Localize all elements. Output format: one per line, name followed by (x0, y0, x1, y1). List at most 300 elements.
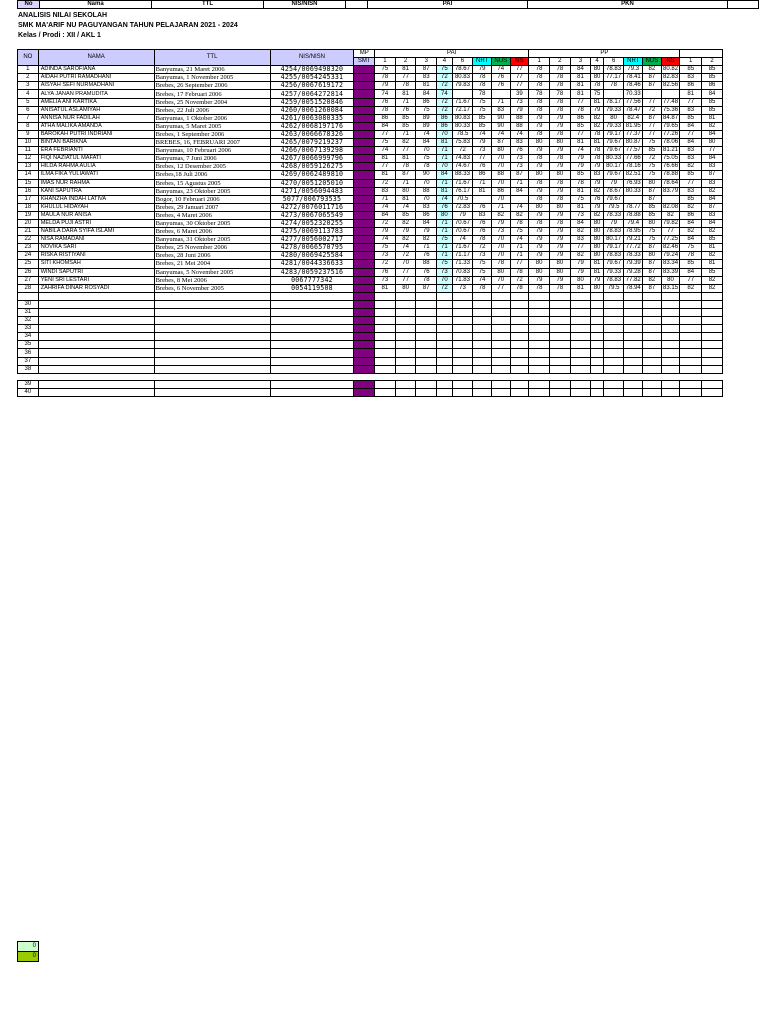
score-cell (437, 333, 453, 341)
pp-score: 75.36 (663, 106, 679, 113)
mp-marker (354, 333, 375, 341)
empty-row (18, 317, 723, 325)
pp-score: 77 (643, 98, 662, 106)
pai-score: 72 (452, 147, 473, 155)
header-ttl: TTL (154, 50, 270, 66)
score-cell (473, 388, 492, 396)
table-row (18, 268, 723, 276)
pai-score: 70 (416, 179, 437, 187)
pai-score: 86 (437, 122, 453, 130)
score-cell (603, 388, 624, 396)
pai-score: 71.67 (452, 244, 473, 252)
pai-score: 73 (510, 163, 529, 171)
mp-marker (354, 365, 375, 373)
pp-score: 81.95 (625, 122, 641, 129)
table-row (18, 236, 723, 244)
extra-score: 81 (702, 244, 723, 252)
score-cell (624, 317, 643, 325)
pai-score: 78 (416, 163, 437, 171)
extra-score: 84 (680, 139, 702, 147)
nis-nisn (270, 325, 354, 333)
score-cell (437, 309, 453, 317)
pai-score: 80 (491, 147, 510, 155)
extra-score: 83 (680, 74, 702, 82)
pai-score: 70.67 (452, 219, 473, 227)
pp-score: 79.67 (603, 139, 624, 147)
pp-score: 79 (570, 268, 591, 276)
birth-place-date (154, 325, 270, 333)
pai-score: 71 (437, 147, 453, 155)
pp-score: 80.33 (603, 155, 624, 163)
top-ttl: TTL (152, 1, 264, 9)
score-cell (510, 349, 529, 357)
student-name: RISKA RISTIYANI (38, 252, 154, 260)
pp-score: 79 (570, 163, 591, 171)
pp-score: 80.87 (625, 139, 641, 146)
score-cell (452, 341, 473, 349)
row-number: 19 (18, 211, 39, 219)
birth-place-date: Brebes, 8 Mei 2006 (154, 276, 270, 284)
score-cell (603, 317, 624, 325)
pp-score: 78.41 (625, 74, 641, 81)
pp-score: 77.72 (625, 244, 641, 251)
score-cell (529, 300, 550, 308)
pp-score: 79.67 (603, 195, 624, 203)
score-cell (375, 300, 396, 308)
pp-score: 80 (529, 203, 550, 211)
pp-score: 82 (643, 66, 662, 74)
pai-score: 75 (416, 106, 437, 114)
pp-score: 78.88 (663, 171, 679, 178)
pp-score: 87 (643, 244, 662, 252)
pai-score: 78 (473, 82, 492, 90)
student-name: NOVIKA SARI (38, 244, 154, 252)
pai-score: 86 (416, 211, 437, 219)
pp-score: 79.17 (603, 130, 624, 138)
pai-score: 75 (437, 66, 453, 74)
pai-score: 80 (437, 211, 453, 219)
score-cell (491, 388, 510, 396)
birth-place-date: Brebes, 1 September 2006 (154, 130, 270, 138)
birth-place-date: Brebes, 6 November 2005 (154, 284, 270, 292)
pp-score: 77 (661, 228, 680, 236)
student-name: AMELIA ANI KARTIKA (38, 98, 154, 106)
nis-nisn: 4274/0052320255 (270, 219, 354, 227)
spacer-row (18, 373, 723, 380)
mp-marker (354, 260, 375, 268)
pai-score: 77 (395, 276, 416, 284)
extra-score: 80 (702, 139, 723, 147)
pai-score: 71 (510, 179, 529, 187)
score-cell (591, 388, 603, 396)
pp-score: 79 (529, 228, 550, 236)
extra-score: 85 (680, 66, 702, 74)
pp-score: 80 (591, 236, 603, 244)
pai-score: 81 (395, 195, 416, 203)
pai-score: 71 (491, 98, 510, 106)
extra-score: 83 (702, 179, 723, 187)
score-cell (395, 317, 416, 325)
score-cell (603, 365, 624, 373)
score-cell (603, 341, 624, 349)
nis-nisn: 4272/0076011716 (270, 203, 354, 211)
mp-marker (354, 203, 375, 211)
score-cell (603, 357, 624, 365)
pai-score: 88 (510, 114, 529, 122)
pai-score: 77 (395, 268, 416, 276)
empty-row (18, 388, 723, 396)
pp-score: 82 (570, 252, 591, 260)
score-cell (591, 380, 603, 388)
score-cell (680, 341, 702, 349)
pai-score: 72.83 (452, 203, 473, 211)
table-row (18, 74, 723, 82)
pp-score: 72 (643, 106, 662, 114)
row-number: 12 (18, 155, 39, 163)
table-row (18, 147, 723, 155)
pp-sem-2-header: 2 (549, 58, 570, 66)
pp-score: 78.16 (625, 163, 641, 170)
pp-score: 79 (603, 219, 624, 227)
pai-score: 72.17 (452, 106, 473, 114)
pp-score: 80 (591, 252, 603, 260)
pp-score: 78.83 (603, 228, 624, 236)
birth-place-date: Banyumas, 7 Juni 2006 (154, 155, 270, 163)
pai-score: 71 (375, 195, 396, 203)
nis-nisn: 4278/0066570795 (270, 244, 354, 252)
pp-score: 85 (643, 147, 662, 155)
pai-score: 77 (375, 130, 396, 138)
score-cell (529, 349, 550, 357)
score-cell (529, 357, 550, 365)
pp-score: 78 (529, 130, 550, 138)
pai-score: 71 (491, 203, 510, 211)
birth-place-date: BREBES, 16, FEBRUARI 2007 (154, 139, 270, 147)
pai-score: 73 (473, 252, 492, 260)
student-name: KANI SAPUTRA (38, 187, 154, 195)
pai-score: 90 (491, 114, 510, 122)
nis-nisn: 4261/0063080335 (270, 114, 354, 122)
header-pp: PP (529, 50, 680, 58)
student-name: HILDA RAHMA AULIA (38, 163, 154, 171)
top-no: No (18, 1, 40, 9)
pp-score: 78 (529, 219, 550, 227)
row-number: 35 (18, 341, 39, 349)
pai-score: 71 (437, 228, 453, 236)
score-cell (491, 365, 510, 373)
score-cell (661, 365, 680, 373)
pai-score: 75 (375, 139, 396, 147)
score-cell (473, 292, 492, 300)
pp-score: 87 (643, 195, 662, 203)
birth-place-date (154, 341, 270, 349)
score-cell (591, 309, 603, 317)
row-number: 4 (18, 90, 39, 98)
mp-marker (354, 341, 375, 349)
extra-score: 82 (680, 203, 702, 211)
birth-place-date (154, 333, 270, 341)
pai-score: 74 (416, 130, 437, 138)
score-cell (375, 357, 396, 365)
score-cell (702, 300, 723, 308)
score-cell (452, 300, 473, 308)
empty-row (18, 325, 723, 333)
score-cell (643, 349, 662, 357)
pai-score: 81 (437, 187, 453, 195)
row-number: 26 (18, 268, 39, 276)
pai-score: 76 (416, 268, 437, 276)
pai-score: 78 (395, 82, 416, 90)
score-cell (416, 365, 437, 373)
pp-score: 78 (591, 130, 603, 138)
row-number: 2 (18, 74, 39, 82)
extra-score: 77 (680, 276, 702, 284)
student-name: ZAHRIFA DINAR ROSYADI (38, 284, 154, 292)
pai-score: 78 (473, 236, 492, 244)
birth-place-date: Bogor, 10 Februari 2006 (154, 195, 270, 203)
score-cell (624, 388, 643, 396)
student-name: NABILA DARA SYIFA ISLAMI (38, 228, 154, 236)
extra-score: 82 (680, 163, 702, 171)
pp-score: 83.15 (663, 284, 679, 291)
pp-score: 79 (591, 163, 603, 171)
pai-score: 74 (491, 130, 510, 138)
score-cell (510, 309, 529, 317)
extra-score: 82 (702, 284, 723, 292)
extra-score: 85 (702, 106, 723, 114)
table-row (18, 219, 723, 227)
score-cell (510, 325, 529, 333)
table-row (18, 66, 723, 74)
row-number: 16 (18, 187, 39, 195)
score-cell (702, 349, 723, 357)
pai-score: 71 (395, 130, 416, 138)
birth-place-date (154, 380, 270, 388)
pp-score: 80 (549, 203, 570, 211)
mp-marker (354, 219, 375, 227)
pai-score: 85 (473, 114, 492, 122)
birth-place-date: Banyumas, 1 November 2005 (154, 74, 270, 82)
pp-score: 78 (529, 155, 550, 163)
score-cell (570, 300, 591, 308)
birth-place-date: Brebes, 22 Juli 2006 (154, 106, 270, 114)
nis-nisn (270, 317, 354, 325)
pp-score: 82.08 (663, 203, 679, 210)
pai-score: 80 (395, 187, 416, 195)
row-number: 36 (18, 349, 39, 357)
score-cell (491, 325, 510, 333)
student-name (38, 365, 154, 373)
row-number: 13 (18, 163, 39, 171)
pai-score: 78 (416, 276, 437, 284)
pai-score: 78 (473, 284, 492, 292)
pai-score: 74 (510, 203, 529, 211)
extra-score: 77 (680, 179, 702, 187)
pai-score: 71 (473, 179, 492, 187)
pp-score: 82.51 (625, 171, 641, 178)
student-name: IMAS NUR RAHMA (38, 179, 154, 187)
pp-score: 78 (549, 284, 570, 292)
score-cell (680, 300, 702, 308)
score-cell (643, 341, 662, 349)
score-cell (416, 388, 437, 396)
pai-score: 73 (510, 98, 529, 106)
birth-place-date: Banyumas, 5 November 2005 (154, 268, 270, 276)
pp-score: 79.17 (603, 244, 624, 252)
score-cell (491, 300, 510, 308)
pai-score: 72 (375, 260, 396, 268)
pp-score: 81 (570, 203, 591, 211)
pp-score: 82 (591, 211, 603, 219)
score-cell (661, 349, 680, 357)
pai-score: 70 (491, 155, 510, 163)
pai-score: 74 (437, 90, 453, 98)
mp-marker (354, 147, 375, 155)
pp-score: 79 (549, 147, 570, 155)
top-pai: PAI (368, 1, 528, 9)
pp-score: 79 (549, 244, 570, 252)
score-cell (529, 380, 550, 388)
pai-score: 75 (416, 155, 437, 163)
score-cell (661, 317, 680, 325)
row-number: 5 (18, 98, 39, 106)
extra-score: 78 (680, 252, 702, 260)
pai-score: 73 (452, 284, 473, 292)
extra-score: 82 (702, 252, 723, 260)
pp-score: 87 (643, 187, 662, 195)
pai-score: 87 (416, 66, 437, 74)
header-no: NO (18, 50, 39, 66)
student-name: ALYA JANAN PRAMUDITA (38, 90, 154, 98)
score-cell (510, 300, 529, 308)
score-cell (437, 380, 453, 388)
pp-score: 80 (529, 171, 550, 179)
pp-score: 79.67 (603, 260, 624, 268)
pai-score: 82 (395, 236, 416, 244)
score-cell (416, 349, 437, 357)
pai-score: 83 (416, 74, 437, 82)
pai-score: 76 (473, 228, 492, 236)
pp-nus-header: NUS (643, 58, 662, 66)
pp-score: 87 (643, 284, 662, 292)
pp-score: 79 (529, 211, 550, 219)
score-cell (549, 341, 570, 349)
pp-score: 78.95 (625, 228, 641, 235)
pai-score: 76 (375, 98, 396, 106)
pai-score: 84 (416, 139, 437, 147)
pp-sem-4-header: 4 (591, 58, 603, 66)
pp-score: 85 (570, 122, 591, 130)
extra-score: 81 (680, 90, 702, 98)
pp-score: 83.34 (663, 260, 679, 267)
score-cell (603, 300, 624, 308)
score-cell (395, 380, 416, 388)
birth-place-date: Brebes, 21 Mei 2004 (154, 260, 270, 268)
pai-score: 81 (375, 155, 396, 163)
pp-score: 78 (549, 82, 570, 90)
pai-score: 78 (491, 260, 510, 268)
pai-score: 75 (375, 66, 396, 74)
score-cell (452, 292, 473, 300)
pp-score: 78.83 (603, 66, 624, 74)
score-cell (529, 388, 550, 396)
pp-score: 78 (603, 82, 624, 90)
student-name (38, 292, 154, 300)
nis-nisn: 4259/0051520846 (270, 98, 354, 106)
pp-score: 79.67 (603, 171, 624, 179)
pai-score: 76.17 (452, 187, 473, 195)
extra-score: 84 (680, 268, 702, 276)
pai-score: 70 (491, 276, 510, 284)
score-cell (529, 365, 550, 373)
birth-place-date: Banyumas, 1 Oktober 2006 (154, 114, 270, 122)
student-name (38, 357, 154, 365)
pai-score: 76 (491, 74, 510, 82)
pp-score: 80 (661, 276, 680, 284)
pai-score: 70 (491, 195, 510, 203)
pp-score: 82.46 (663, 244, 679, 251)
pai-score: 77 (395, 147, 416, 155)
extra-score: 86 (702, 82, 723, 90)
score-cell (452, 325, 473, 333)
score-cell (416, 309, 437, 317)
pai-score: 73 (437, 268, 453, 276)
score-cell (591, 341, 603, 349)
pai-score: 86 (416, 98, 437, 106)
pai-score: 82 (491, 211, 510, 219)
row-number: 31 (18, 309, 39, 317)
pp-score: 80 (591, 219, 603, 227)
pai-score: 74 (452, 236, 473, 244)
pai-score: 78.5 (452, 130, 473, 138)
pp-score: 79.33 (603, 268, 624, 276)
score-cell (416, 333, 437, 341)
student-name: YENI SRI LESTARI (38, 276, 154, 284)
mp-marker (354, 195, 375, 203)
pai-score: 77 (510, 74, 529, 82)
pp-score: 78 (529, 66, 550, 74)
row-number: 9 (18, 130, 39, 138)
pai-score: 76 (491, 82, 510, 90)
pai-score: 82 (416, 236, 437, 244)
nis-nisn: 4254/0069498320 (270, 66, 354, 74)
score-cell (624, 357, 643, 365)
pai-score: 73 (491, 228, 510, 236)
pai-score: 76 (395, 106, 416, 114)
pai-score: 85 (473, 122, 492, 130)
birth-place-date (154, 357, 270, 365)
extra-score: 84 (680, 122, 702, 130)
birth-place-date: Brebes, 25 November 2004 (154, 98, 270, 106)
pp-score: 79 (603, 179, 624, 187)
pp-score: 82.83 (663, 74, 679, 81)
nis-nisn (270, 380, 354, 388)
pp-score: 85 (570, 171, 591, 179)
pai-score: 72 (437, 98, 453, 106)
legend-value-1: 0 (17, 941, 39, 952)
pp-score: 80 (591, 284, 603, 292)
extra-score: 85 (680, 195, 702, 203)
pai-score: 79 (375, 228, 396, 236)
table-row (18, 106, 723, 114)
table-row (18, 211, 723, 219)
pp-score: 78 (529, 74, 550, 82)
score-cell (437, 357, 453, 365)
pp-nrt-header: NRT (624, 58, 643, 66)
score-cell (375, 349, 396, 357)
score-cell (661, 309, 680, 317)
pp-score: 79.4 (624, 219, 643, 227)
